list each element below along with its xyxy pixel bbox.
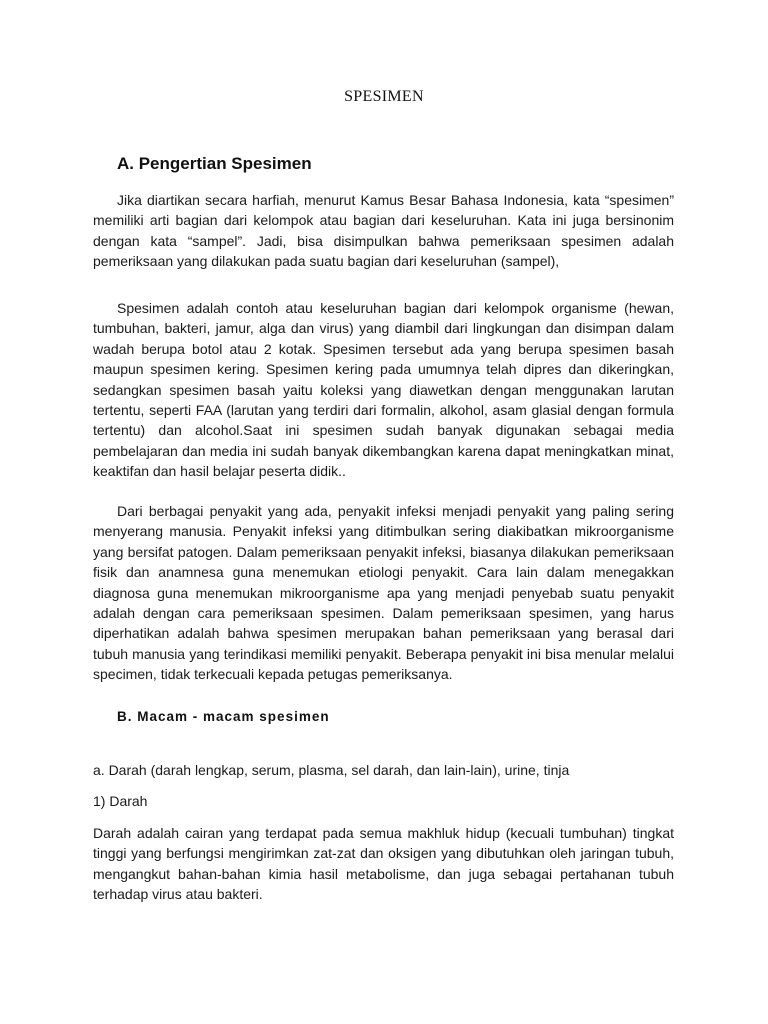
document-title: SPESIMEN <box>344 88 424 105</box>
list-item-a: a. Darah (darah lengkap, serum, plasma, sel darah, dan lain-lain), urine, tinja <box>93 762 570 778</box>
section-a-paragraph-2: Spesimen adalah contoh atau keseluruhan bagian dari kelompok organisme (hewan, tumbuhan, bakteri, jamur, alga dan virus) yang diambil dari lingkungan dan disimpan dalam wadah berupa botol atau 2 kotak. Spesimen tersebut ada yang berupa spesimen basah maupun spesimen kering. Spesimen kering pada umumnya telah dipres dan dikeringkan, sedangkan spesimen basah yaitu koleksi yang diawetkan dengan menggunakan larutan tertentu, seperti FAA (larutan yang terdiri dari formalin, alkohol, asam glasial dengan formula tertentu) dan alcohol.Saat ini spesimen sudah banyak digunakan sebagai media pembelajaran dan media ini sudah banyak dikembangkan karena dapat meningkatkan minat, keaktifan dan hasil belajar peserta didik.. <box>93 300 674 480</box>
section-b-heading: B. Macam - macam spesimen <box>117 709 330 724</box>
subheading-darah: 1) Darah <box>93 793 148 809</box>
section-a-heading: A. Pengertian Spesimen <box>117 154 312 173</box>
section-a-paragraph-3: Dari berbagai penyakit yang ada, penyakit infeksi menjadi penyakit yang paling sering menyerang manusia. Penyakit infeksi yang ditimbulkan sering diakibatkan mikroorganisme yang bersifat patogen. Dalam pemeriksaan penyakit infeksi, biasanya dilakukan pemeriksaan fisik dan anamnesa guna menemukan etiologi penyakit. Cara lain dalam menegakkan diagnosa guna menemukan mikroorganisme apa yang menjadi penyebab suatu penyakit adalah dengan cara pemeriksaan spesimen. Dalam pemeriksaan spesimen, yang harus diperhatikan adalah bahwa spesimen merupakan bahan pemeriksaan yang berasal dari tubuh manusia yang terindikasi memiliki penyakit. Beberapa penyakit ini bisa menular melalui specimen, tidak terkecuali kepada petugas pemeriksanya. <box>93 503 674 683</box>
section-a-paragraph-1: Jika diartikan secara harfiah, menurut Kamus Besar Bahasa Indonesia, kata “spesimen” memiliki arti bagian dari kelompok atau bagian dari keseluruhan. Kata ini juga bersinonim dengan kata “sampel”. Jadi, bisa disimpulkan bahwa pemeriksaan spesimen adalah pemeriksaan yang dilakukan pada suatu bagian dari keseluruhan (sampel), <box>93 192 674 270</box>
darah-paragraph: Darah adalah cairan yang terdapat pada semua makhluk hidup (kecuali tumbuhan) tingkat tinggi yang berfungsi mengirimkan zat-zat dan oksigen yang dibutuhkan oleh jaringan tubuh, mengangkut bahan-bahan kimia hasil metabolisme, dan juga sebagai pertahanan tubuh terhadap virus atau bakteri. <box>93 825 674 903</box>
